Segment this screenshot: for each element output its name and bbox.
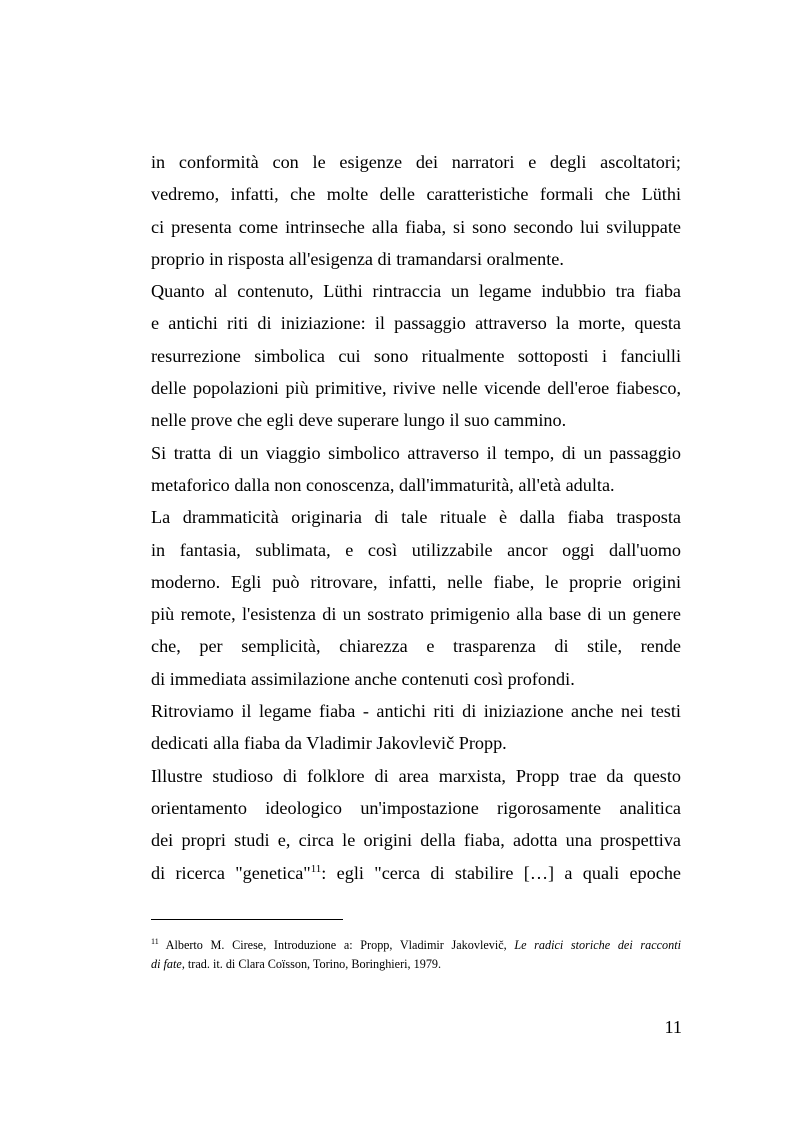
- text-line: proprio in risposta all'esigenza di tramandarsi oralmente.: [151, 248, 564, 269]
- text-line: metaforico dalla non conoscenza, dall'immaturità, all'età adulta.: [151, 474, 615, 495]
- text-line: delle popolazioni più primitive, rivive nelle vicende dell'eroe fiabesco,: [151, 378, 681, 399]
- text-line: ci presenta come intrinseche alla fiaba, si sono secondo lui sviluppate: [151, 216, 681, 237]
- footnote-number: 11: [151, 937, 159, 946]
- footnote-title: di fate: [151, 956, 182, 971]
- body-text: [151, 146, 681, 889]
- text-line: vedremo, infatti, che molte delle caratteristiche formali che Lüthi: [151, 184, 681, 205]
- footnote-line: [151, 955, 681, 974]
- footnote: [151, 936, 681, 973]
- text-segment: di ricerca "genetica": [151, 862, 311, 883]
- text-line-with-footnote-ref: [151, 857, 681, 889]
- footnote-reference[interactable]: 11: [310, 862, 322, 875]
- text-line: moderno. Egli può ritrovare, infatti, nelle fiabe, le proprie origini: [151, 571, 681, 592]
- text-line: in conformità con le esigenze dei narratori e degli ascoltatori;: [151, 152, 681, 172]
- text-line: più remote, l'esistenza di un sostrato primigenio alla base di un genere: [151, 604, 681, 625]
- text-line: e antichi riti di iniziazione: il passaggio attraverso la morte, questa: [151, 313, 681, 334]
- page-number: 11: [664, 1017, 682, 1037]
- footnote-line: [151, 936, 681, 955]
- text-line: orientamento ideologico un'impostazione rigorosamente analitica: [151, 797, 681, 818]
- text-segment: : egli "cerca di stabilire […] a quali epoche: [321, 862, 681, 883]
- text-line: che, per semplicità, chiarezza e trasparenza di stile, rende: [151, 636, 681, 657]
- text-line: Ritroviamo il legame fiaba - antichi riti di iniziazione anche nei testi: [151, 701, 681, 722]
- text-line: dedicati alla fiaba da Vladimir Jakovlevič Propp.: [151, 733, 507, 754]
- footnote-title: Le radici storiche dei racconti: [514, 938, 681, 952]
- footnote-text: Alberto M. Cirese, Introduzione a: Propp, Vladimir Jakovlevič,: [158, 938, 515, 952]
- text-line: Quanto al contenuto, Lüthi rintraccia un legame indubbio tra fiaba: [151, 281, 681, 302]
- footnote-separator: [151, 919, 343, 920]
- text-line: in fantasia, sublimata, e così utilizzabile ancor oggi dall'uomo: [151, 539, 681, 560]
- text-line: Illustre studioso di folklore di area marxista, Propp trae da questo: [151, 765, 681, 786]
- footnote-text: , trad. it. di Clara Coïsson, Torino, Boringhieri, 1979.: [181, 956, 442, 971]
- text-line: dei propri studi e, circa le origini della fiaba, adotta una prospettiva: [151, 830, 681, 851]
- text-line: Si tratta di un viaggio simbolico attraverso il tempo, di un passaggio: [151, 442, 681, 463]
- text-line: di immediata assimilazione anche contenuti così profondi.: [151, 668, 575, 689]
- text-line: nelle prove che egli deve superare lungo il suo cammino.: [151, 410, 567, 431]
- text-line: resurrezione simbolica cui sono ritualmente sottoposti i fanciulli: [151, 345, 681, 366]
- text-line: La drammaticità originaria di tale rituale è dalla fiaba trasposta: [151, 507, 681, 528]
